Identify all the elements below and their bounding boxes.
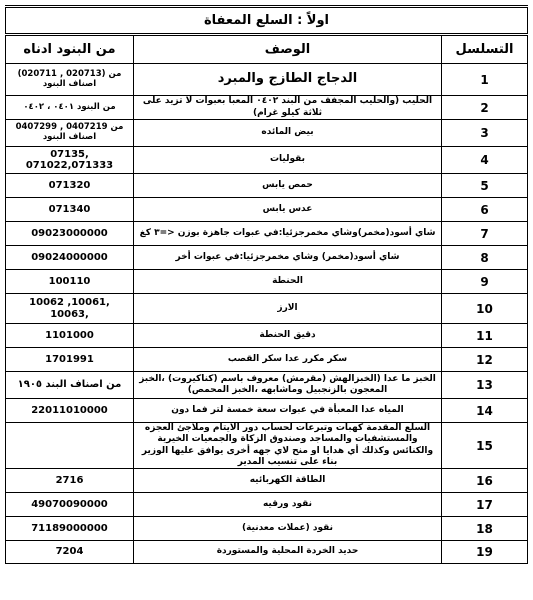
row-codes: من اصناف البند ١٩٠٥ — [6, 372, 134, 399]
row-codes: 07135, 071022,071333 — [6, 147, 134, 174]
table-row — [6, 493, 528, 517]
row-codes: 1701991 — [6, 348, 134, 372]
row-serial: 6 — [442, 198, 528, 222]
row-description: نقود ورقيه — [134, 493, 442, 517]
row-description: عدس يابس — [134, 198, 442, 222]
table-body — [6, 64, 528, 564]
row-description: المياه عدا المعبأة في عبوات سعة خمسة لتر فما دون — [134, 399, 442, 423]
exempt-goods-table — [5, 5, 528, 564]
table-row — [6, 348, 528, 372]
table-row — [6, 198, 528, 222]
table-row — [6, 147, 528, 174]
row-description: سكر مكرر عدا سكر القصب — [134, 348, 442, 372]
title-row — [6, 7, 528, 35]
row-description: الخبز ما عدا (الخبزالهش (مقرمش) معروف باسم (كناكيروت) ،الخبز المعجون بالزنجبيل وماشابهه ،الخبز المحمص) — [134, 372, 442, 399]
row-codes: 2716 — [6, 469, 134, 493]
row-description: شاي أسود(مخمر) وشاي مخمرجزئيا:في عبوات أخر — [134, 246, 442, 270]
row-serial: 15 — [442, 423, 528, 469]
table-row — [6, 270, 528, 294]
row-codes: 10062 ,10061, 10063, — [6, 294, 134, 324]
row-description: شاي أسود(مخمر)وشاي مخمرجزئيا:في عبوات جاهزة بوزن <=٣ كغ — [134, 222, 442, 246]
table-row — [6, 541, 528, 564]
table-row — [6, 294, 528, 324]
row-description: السلع المقدمة كهبات وتبرعات لحساب دور الايتام وملاجئ العجزه والمستشفيات والمساجد وصندوق الزكاة والجمعيات الخيرية والكنائس وكذلك أي هدايا او منح لاي جهه أخرى يوافق عليها الوزير بناء على تنسيب المدير — [134, 423, 442, 469]
table-row — [6, 399, 528, 423]
row-codes: من البنود ٠٤٠١ ، ٠٤٠٢ — [6, 96, 134, 120]
row-description: بيض المائده — [134, 120, 442, 147]
row-codes: 09024000000 — [6, 246, 134, 270]
table-row — [6, 174, 528, 198]
row-description: حديد الخردة المحلية والمستوردة — [134, 541, 442, 564]
row-codes: من (020713 , 020711) اصناف البنود — [6, 64, 134, 96]
row-serial: 12 — [442, 348, 528, 372]
row-codes: 071340 — [6, 198, 134, 222]
header-row — [6, 35, 528, 64]
row-codes: 071320 — [6, 174, 134, 198]
row-codes: 49070090000 — [6, 493, 134, 517]
row-description: الدجاج الطازج والمبرد — [134, 64, 442, 96]
row-description: دقيق الحنطة — [134, 324, 442, 348]
row-serial: 18 — [442, 517, 528, 541]
table-row — [6, 423, 528, 469]
row-serial: 14 — [442, 399, 528, 423]
row-serial: 5 — [442, 174, 528, 198]
row-serial: 3 — [442, 120, 528, 147]
exempt-goods-document — [5, 5, 527, 564]
row-codes: 7204 — [6, 541, 134, 564]
table-row — [6, 64, 528, 96]
table-row — [6, 372, 528, 399]
row-description: بقوليات — [134, 147, 442, 174]
table-row — [6, 469, 528, 493]
table-row — [6, 222, 528, 246]
row-codes — [6, 423, 134, 469]
row-serial: 2 — [442, 96, 528, 120]
row-description: حمص يابس — [134, 174, 442, 198]
row-codes: 09023000000 — [6, 222, 134, 246]
header-description: الوصف — [134, 35, 442, 64]
row-serial: 13 — [442, 372, 528, 399]
row-codes: 22011010000 — [6, 399, 134, 423]
table-row — [6, 96, 528, 120]
table-row — [6, 517, 528, 541]
table-row — [6, 324, 528, 348]
row-serial: 4 — [442, 147, 528, 174]
row-serial: 17 — [442, 493, 528, 517]
table-row — [6, 246, 528, 270]
row-serial: 9 — [442, 270, 528, 294]
row-description: الارز — [134, 294, 442, 324]
row-serial: 7 — [442, 222, 528, 246]
table-row — [6, 120, 528, 147]
row-codes: 1101000 — [6, 324, 134, 348]
header-serial: التسلسل — [442, 35, 528, 64]
row-serial: 11 — [442, 324, 528, 348]
row-codes: 100110 — [6, 270, 134, 294]
row-serial: 8 — [442, 246, 528, 270]
row-serial: 10 — [442, 294, 528, 324]
row-description: الحنطة — [134, 270, 442, 294]
row-serial: 16 — [442, 469, 528, 493]
row-codes: من 0407219 , 0407299 اصناف البنود — [6, 120, 134, 147]
row-codes: 71189000000 — [6, 517, 134, 541]
header-codes: من البنود ادناه — [6, 35, 134, 64]
row-serial: 1 — [442, 64, 528, 96]
row-description: نقود (عملات معدنية) — [134, 517, 442, 541]
row-serial: 19 — [442, 541, 528, 564]
row-description: الطاقة الكهربائيه — [134, 469, 442, 493]
section-title: اولاً : السلع المعفاة — [6, 7, 528, 35]
row-description: الحليب (والحليب المجفف من البند ٠٤٠٢ المعبأ بعبوات لا تزيد على ثلاثة كيلو غرام) — [134, 96, 442, 120]
